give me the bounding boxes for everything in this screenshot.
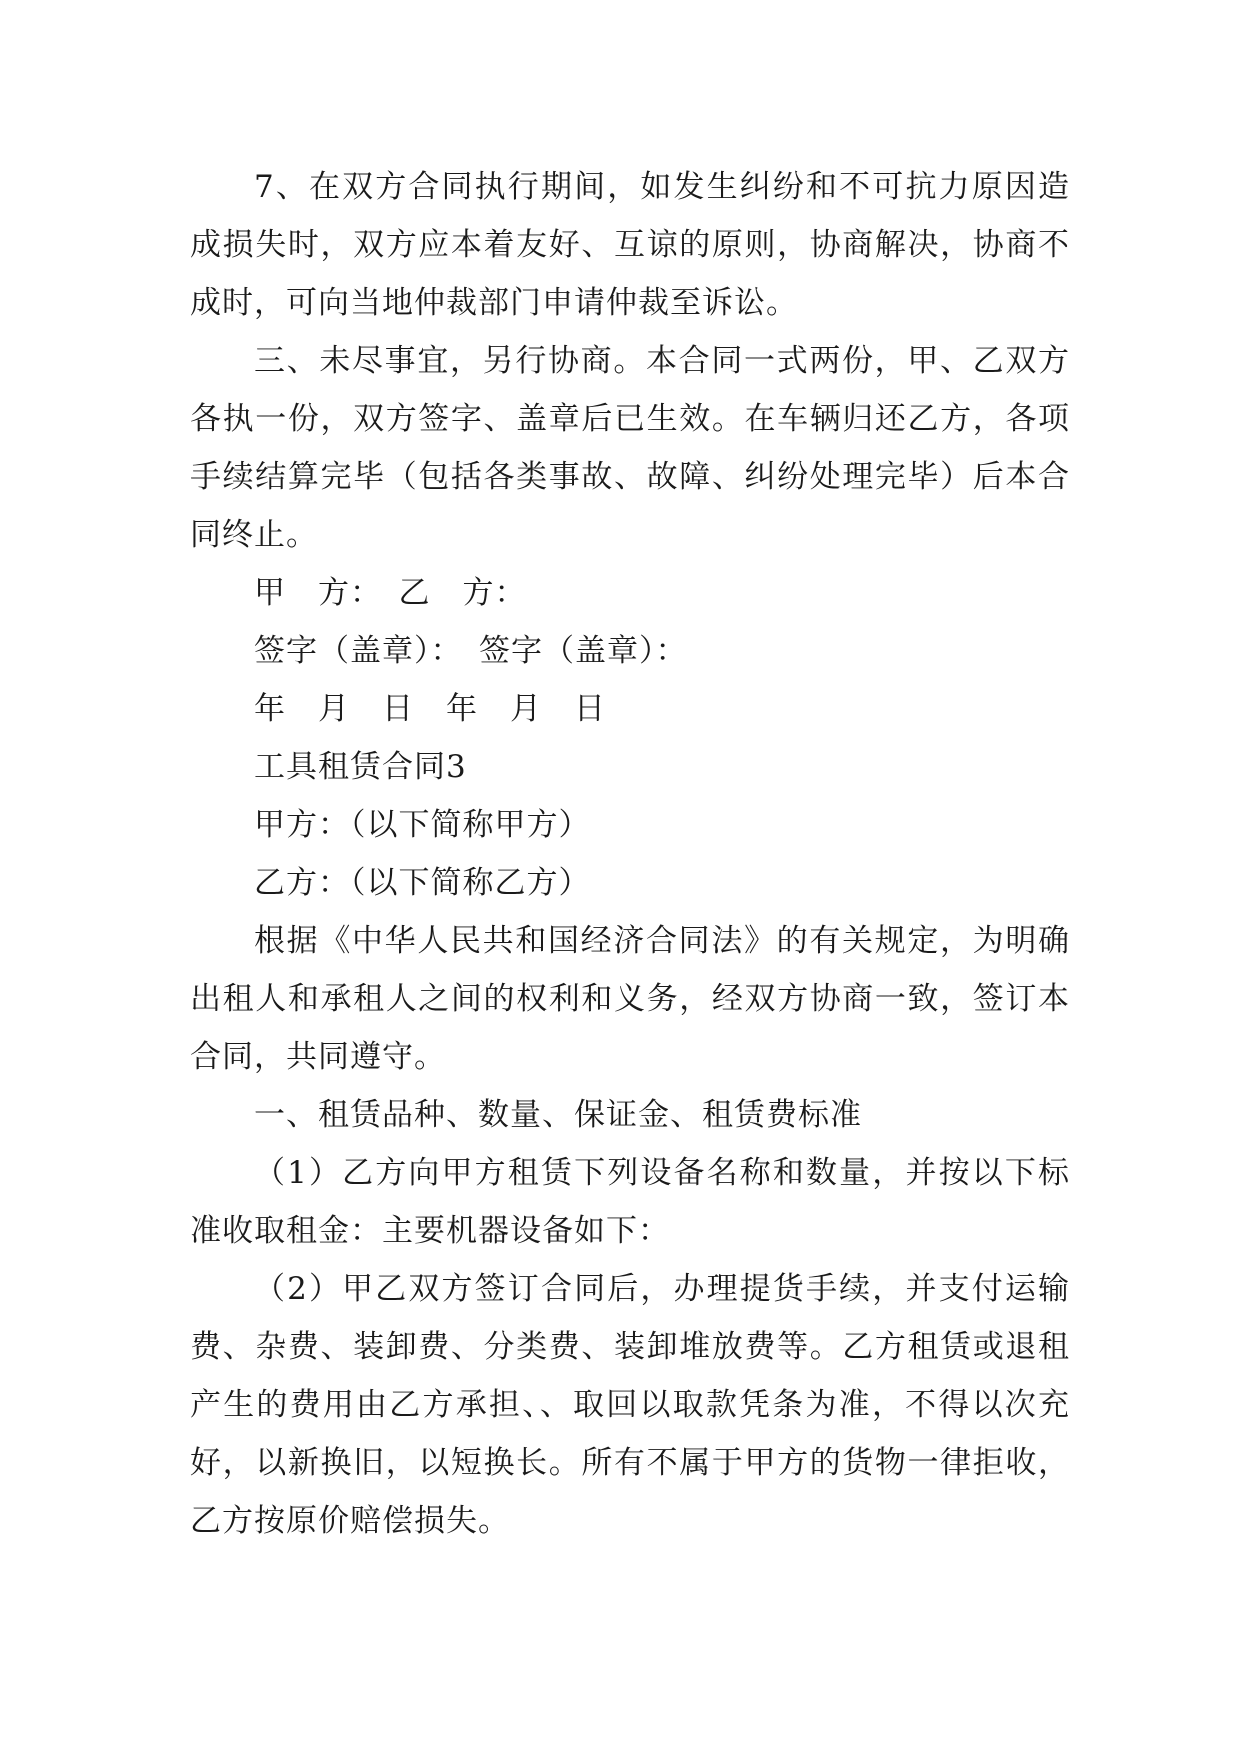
paragraph-clause-1: （1）乙方向甲方租赁下列设备名称和数量，并按以下标准收取租金：主要机器设备如下： <box>190 1155 1070 1249</box>
paragraph-dispute-clause: 7、在双方合同执行期间，如发生纠纷和不可抗力原因造成损失时，双方应本着友好、互谅的原则，协商解决，协商不成时，可向当地仲裁部门申请仲裁至诉讼。 <box>190 169 1070 321</box>
paragraph-party-a: 甲方：（以下简称甲方） <box>254 807 591 843</box>
paragraph-preamble: 根据《中华人民共和国经济合同法》的有关规定，为明确出租人和承租人之间的权利和义务，经双方协商一致，签订本合同，共同遵守。 <box>190 923 1070 1075</box>
paragraph-party-b: 乙方：（以下简称乙方） <box>254 865 591 901</box>
paragraph-clause-2: （2）甲乙双方签订合同后，办理提货手续，并支付运输费、杂费、装卸费、分类费、装卸堆放费等。乙方租赁或退租产生的费用由乙方承担、、取回以取款凭条为准，不得以次充好，以新换旧，以短换长。所有不属于甲方的货物一律拒收，乙方按原价赔偿损失。 <box>190 1271 1070 1539</box>
contract-title: 工具租赁合同3 <box>254 749 467 785</box>
paragraph-party-labels: 甲 方： 乙 方： <box>254 575 527 611</box>
paragraph-signature-labels: 签字（盖章）： 签字（盖章）： <box>254 633 688 669</box>
document-body <box>190 158 1070 1550</box>
paragraph-miscellaneous-clause: 三、未尽事宜，另行协商。本合同一式两份，甲、乙双方各执一份，双方签字、盖章后已生效。在车辆归还乙方，各项手续结算完毕（包括各类事故、故障、纠纷处理完毕）后本合同终止。 <box>190 343 1070 553</box>
section-heading-lease-items: 一、租赁品种、数量、保证金、租赁费标准 <box>254 1097 862 1133</box>
paragraph-date-labels: 年 月 日 年 月 日 <box>254 691 606 727</box>
